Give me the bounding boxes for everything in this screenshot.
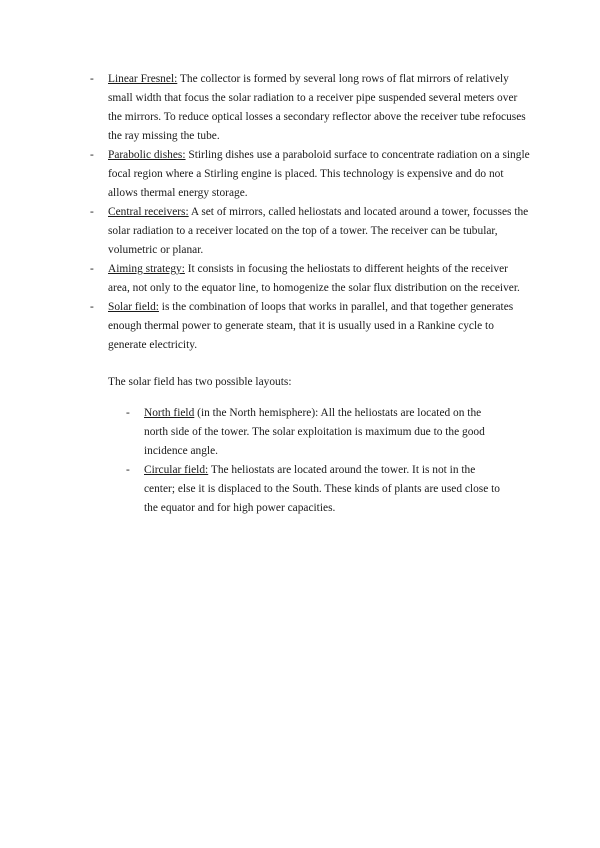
definition-text: Stirling dishes use a paraboloid surface to concentrate radiation on a single focal region where a Stirling engine is placed. This technology is expensive and do not allows thermal energy storage. bbox=[108, 149, 530, 199]
list-item bbox=[90, 146, 530, 203]
list-item bbox=[90, 203, 530, 260]
layouts-intro-paragraph: The solar field has two possible layouts: bbox=[108, 376, 292, 388]
list-item bbox=[126, 404, 506, 461]
definition-text: A set of mirrors, called heliostats and located around a tower, focusses the solar radiation to a receiver located on the top of a tower. The receiver can be tubular, volumetric or planar. bbox=[108, 206, 529, 256]
term-aiming-strategy: Aiming strategy: bbox=[108, 263, 185, 275]
definition-text: is the combination of loops that works in parallel, and that together generates enough thermal power to generate steam, that it is usually used in a Rankine cycle to generate electricity. bbox=[108, 301, 514, 351]
bullet-dash: - bbox=[90, 73, 94, 85]
definitions-list bbox=[90, 70, 530, 355]
definition-text: (in the North hemisphere): All the heliostats are located on the north side of the tower. The solar exploitation is maximum due to the good incidence angle. bbox=[144, 407, 485, 457]
term-parabolic-dishes: Parabolic dishes: bbox=[108, 149, 186, 161]
definition-text: The heliostats are located around the tower. It is not in the center; else it is displaced to the South. These kinds of plants are used close to the equator and for high power capacities. bbox=[144, 464, 500, 514]
bullet-dash: - bbox=[90, 301, 94, 313]
definition-text: It consists in focusing the heliostats to different heights of the receiver area, not only to the equator line, to homogenize the solar flux distribution on the receiver. bbox=[108, 263, 520, 294]
bullet-dash: - bbox=[90, 149, 94, 161]
list-item bbox=[126, 461, 506, 518]
bullet-dash: - bbox=[90, 263, 94, 275]
list-item bbox=[90, 70, 530, 146]
bullet-dash: - bbox=[90, 206, 94, 218]
list-item bbox=[90, 260, 530, 298]
term-solar-field: Solar field: bbox=[108, 301, 159, 313]
term-linear-fresnel: Linear Fresnel: bbox=[108, 73, 178, 85]
definition-text: The collector is formed by several long rows of flat mirrors of relatively small width that focus the solar radiation to a receiver pipe suspended several meters over the mirrors. To reduce optical losses a secondary reflector above the receiver tube refocuses the ray missing the tube. bbox=[108, 73, 526, 142]
term-central-receivers: Central receivers: bbox=[108, 206, 189, 218]
bullet-dash: - bbox=[126, 407, 130, 419]
term-circular-field: Circular field: bbox=[144, 464, 209, 476]
list-item bbox=[90, 298, 530, 355]
layouts-list bbox=[126, 404, 506, 518]
bullet-dash: - bbox=[126, 464, 130, 476]
term-north-field: North field bbox=[144, 407, 195, 419]
